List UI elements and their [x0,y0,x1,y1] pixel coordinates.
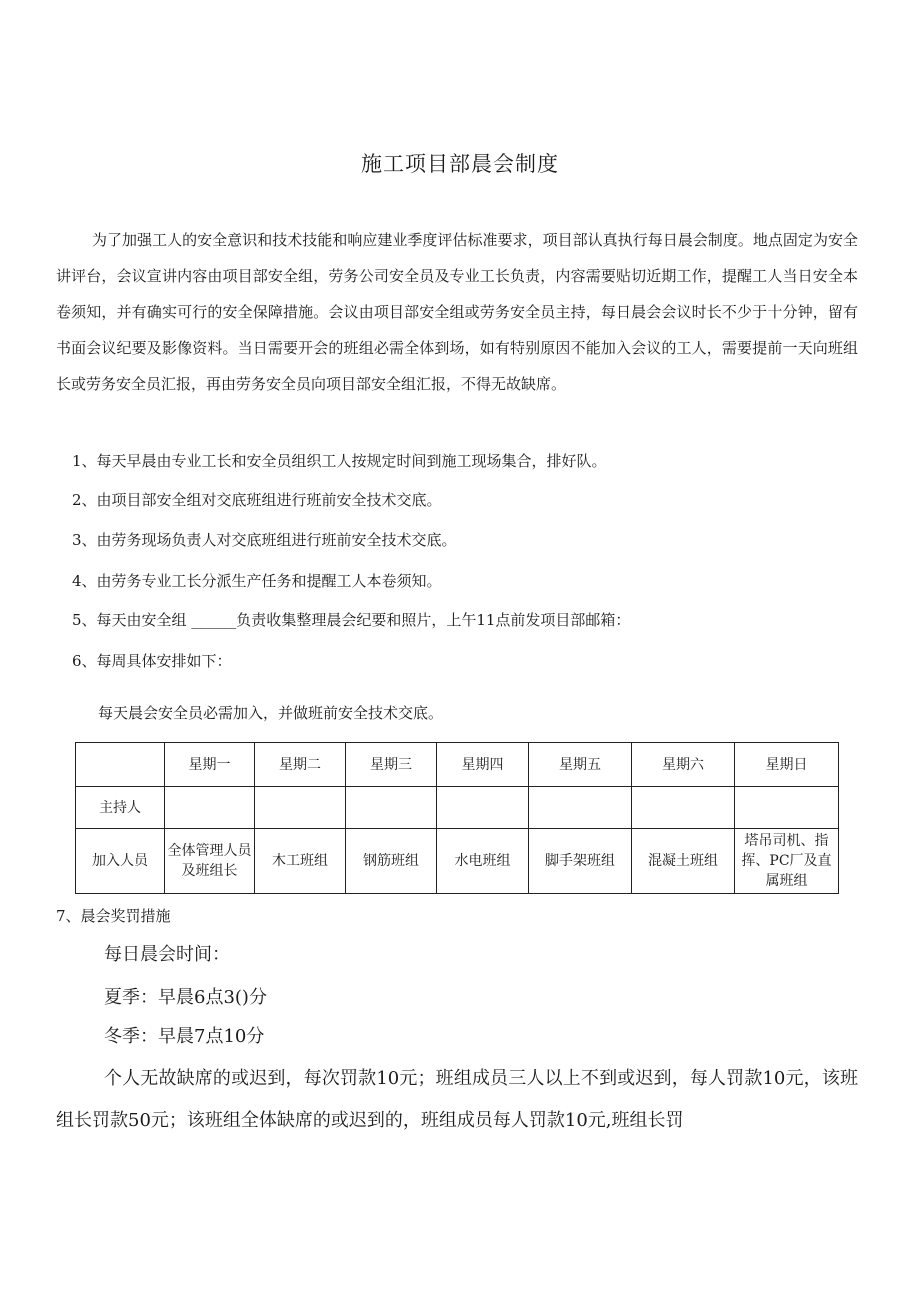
host-cell [346,787,437,829]
list-item: 2、由项目部安全组对交底班组进行班前安全技术交底。 [72,491,442,509]
participant-cell: 钢筋班组 [346,829,437,894]
participant-cell: 全体管理人员及班组长 [165,829,255,894]
table-row [76,743,839,787]
meeting-time-label: 每日晨会时间： [104,944,230,965]
page-title: 施工项目部晨会制度 [361,152,559,176]
host-cell [437,787,529,829]
schedule-table [75,742,839,894]
day-header: 星期一 [165,743,255,787]
list-item: 3、由劳务现场负责人对交底班组进行班前安全技术交底。 [72,531,457,549]
day-header: 星期五 [529,743,632,787]
list-item: 6、每周具体安排如下： [72,652,232,670]
penalty-paragraph: 个人无故缺席的或迟到，每次罚款10元；班组成员三人以上不到或迟到，每人罚款10元，该班组长罚款50元；该班组全体缺席的或迟到的，班组成员每人罚款10元,班组长罚 [56,1068,858,1131]
participant-cell: 混凝土班组 [632,829,735,894]
day-header: 星期日 [735,743,839,787]
list-item: 4、由劳务专业工长分派生产任务和提醒工人本卷须知。 [72,572,442,590]
table-note: 每天晨会安全员必需加入，并做班前安全技术交底。 [98,704,444,722]
summer-time: 夏季：早晨6点3()分 [104,987,267,1008]
host-cell [632,787,735,829]
participant-cell: 水电班组 [437,829,529,894]
participant-cell: 脚手架班组 [529,829,632,894]
day-header: 星期三 [346,743,437,787]
table-row [76,787,839,829]
list-item: 1、每天早晨由专业工长和安全员组织工人按规定时间到施工现场集合，排好队。 [72,452,607,470]
day-header: 星期四 [437,743,529,787]
row-label-participants: 加入人员 [76,829,165,894]
table-row [76,829,839,894]
host-cell [255,787,346,829]
table-corner-cell [76,743,165,787]
row-label-host: 主持人 [76,787,165,829]
day-header: 星期二 [255,743,346,787]
participant-cell: 塔吊司机、指挥、PC厂及直属班组 [735,829,839,894]
host-cell [165,787,255,829]
host-cell [735,787,839,829]
section7-heading: 7、晨会奖罚措施 [56,907,171,925]
intro-paragraph: 为了加强工人的安全意识和技术技能和响应建业季度评估标准要求，项目部认真执行每日晨会制度。地点固定为安全讲评台，会议宣讲内容由项目部安全组，劳务公司安全员及专业工长负责，内容需要贴切近期工作，提醒工人当日安全本卷须知，并有确实可行的安全保障措施。会议由项目部安全组或劳务安全员主持，每日晨会会议时长不少于十分钟，留有书面会议纪要及影像资料。当日需要开会的班组必需全体到场，如有特别原因不能加入会议的工人，需要提前一天向班组长或劳务安全员汇报，再由劳务安全员向项目部安全组汇报，不得无故缺席。 [56,231,858,393]
winter-time: 冬季：早晨7点10分 [104,1026,265,1047]
day-header: 星期六 [632,743,735,787]
host-cell [529,787,632,829]
participant-cell: 木工班组 [255,829,346,894]
list-item: 5、每天由安全组 ______负责收集整理晨会纪要和照片，上午11点前发项目部邮箱： [72,611,631,629]
